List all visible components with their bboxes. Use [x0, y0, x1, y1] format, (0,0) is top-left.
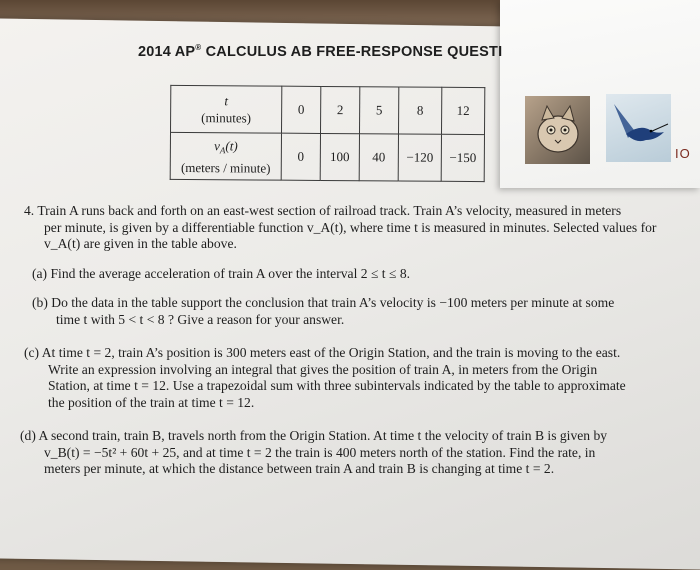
table-row-time [171, 85, 485, 134]
table-cell: 12 [441, 87, 484, 134]
table-cell: 8 [398, 87, 441, 134]
velocity-header: $v_A(t)$ (meters / minute) [170, 132, 281, 180]
part-b [14, 295, 694, 328]
intro-line: v_A(t) are given in the table above. [44, 236, 237, 251]
part-line: Station, at time t = 12. Use a trapezoidal sum with three subintervals indicated by the table to approximate [48, 378, 626, 393]
part-a [14, 266, 694, 283]
part-line: (b) Do the data in the table support the conclusion that train A’s velocity is −100 meters per minute at some [32, 295, 615, 310]
part-c [14, 345, 694, 411]
part-line: Write an expression involving an integral that gives the position of train A, in meters from the Origin [48, 361, 598, 377]
time-header: t (minutes) [171, 85, 282, 133]
stamp-denomination: IO [675, 146, 691, 161]
table-cell: −150 [441, 134, 484, 181]
intro-line: 4. Train A runs back and forth on an east-west section of railroad track. Train A’s velocity, measured in meters [24, 203, 622, 218]
table-cell: 2 [321, 86, 360, 133]
problem-intro [14, 203, 694, 253]
table-cell: 0 [282, 86, 321, 133]
table-cell: 5 [359, 87, 398, 134]
part-line: the position of the train at time t = 12. [48, 394, 255, 410]
table-cell: 0 [281, 133, 320, 180]
part-line: meters per minute, at which the distance between train A and train B is changing at time t = 2. [44, 461, 555, 476]
table-row-velocity [170, 132, 484, 181]
part-line: (a) Find the average acceleration of train A over the interval 2 ≤ t ≤ 8. [32, 266, 411, 281]
part-line: (d) A second train, train B, travels north from the Origin Station. At time t the velocity of train B is given by [20, 428, 608, 443]
part-line: time t with 5 < t < 8 ? Give a reason for your answer. [56, 311, 345, 327]
table-cell: −120 [398, 134, 441, 181]
hummingbird-stamp [606, 94, 671, 162]
cat-stamp [525, 96, 590, 164]
table-cell: 100 [320, 133, 359, 180]
intro-line: per minute, is given by a differentiable function v_A(t), where time t is measured in minutes. Selected values for [44, 219, 657, 235]
table-cell: 40 [359, 134, 398, 181]
part-d [14, 428, 694, 478]
page-header: 2014 AP® CALCULUS AB FREE-RESPONSE QUESTI [138, 43, 503, 60]
part-line: v_B(t) = −5t² + 60t + 25, and at time t = 2 the train is 400 meters north of the station. Find the rate, in [44, 444, 596, 460]
velocity-table [170, 85, 486, 182]
part-line: (c) At time t = 2, train A’s position is 300 meters east of the Origin Station, and the train is moving to the east. [24, 345, 621, 360]
